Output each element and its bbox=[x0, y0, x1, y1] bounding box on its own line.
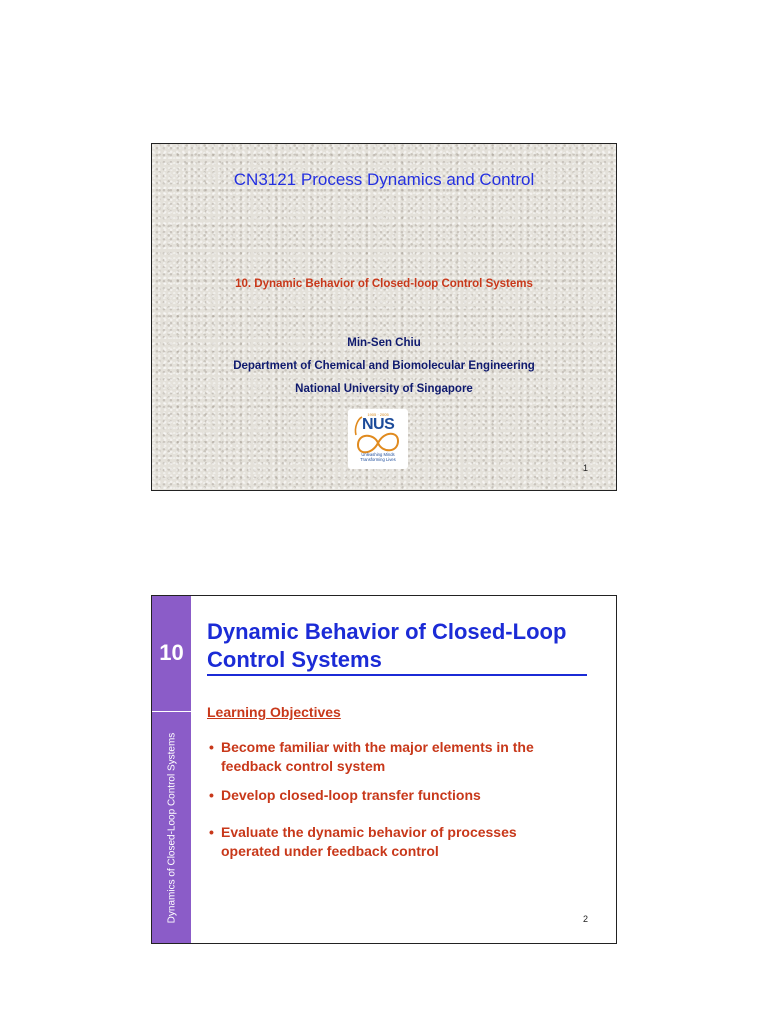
slide-title-line-1: Dynamic Behavior of Closed-Loop bbox=[207, 619, 567, 644]
bullet-text-continued: feedback control system bbox=[221, 758, 386, 774]
university-name: National University of Singapore bbox=[295, 383, 473, 395]
title-slide bbox=[151, 143, 617, 491]
logo-tagline bbox=[348, 452, 408, 462]
bullet-text: Become familiar with the major elements in the bbox=[221, 739, 534, 755]
department-name: Department of Chemical and Biomolecular Engineering bbox=[233, 360, 535, 372]
bullet-text: Develop closed-loop transfer functions bbox=[221, 787, 481, 803]
nus-logo bbox=[348, 409, 408, 469]
page-number: 1 bbox=[582, 463, 588, 473]
title-underline bbox=[207, 674, 587, 676]
chapter-title: 10. Dynamic Behavior of Closed-loop Control Systems bbox=[235, 278, 533, 290]
logo-text: NUS bbox=[362, 416, 395, 433]
bullet-text-continued: operated under feedback control bbox=[221, 843, 439, 859]
author-block bbox=[152, 332, 616, 401]
logo-tagline-2: Transforming Lives bbox=[360, 457, 396, 462]
author-name: Min-Sen Chiu bbox=[347, 337, 421, 349]
objectives-slide bbox=[151, 595, 617, 944]
bullet-icon: • bbox=[209, 787, 214, 803]
bullet-icon: • bbox=[209, 824, 214, 840]
objectives-heading: Learning Objectives bbox=[207, 704, 341, 720]
bullet-icon: • bbox=[209, 739, 214, 755]
bullet-item bbox=[209, 823, 589, 861]
page-number: 2 bbox=[582, 914, 588, 924]
sidebar-divider bbox=[152, 711, 191, 712]
chapter-number: 10 bbox=[159, 640, 184, 665]
logo-tagline-1: Unleashing Minds bbox=[361, 452, 395, 457]
slide-title-line-2: Control Systems bbox=[207, 647, 382, 672]
course-title: CN3121 Process Dynamics and Control bbox=[233, 170, 535, 189]
bullet-text: Evaluate the dynamic behavior of processes bbox=[221, 824, 517, 840]
logo-years: 1905 · 2005 bbox=[367, 412, 389, 417]
slide-title bbox=[207, 618, 587, 674]
bullet-item bbox=[209, 786, 589, 805]
sidebar-title: Dynamics of Closed-Loop Control Systems bbox=[166, 732, 178, 924]
sidebar bbox=[152, 596, 191, 943]
bullet-item bbox=[209, 738, 589, 776]
